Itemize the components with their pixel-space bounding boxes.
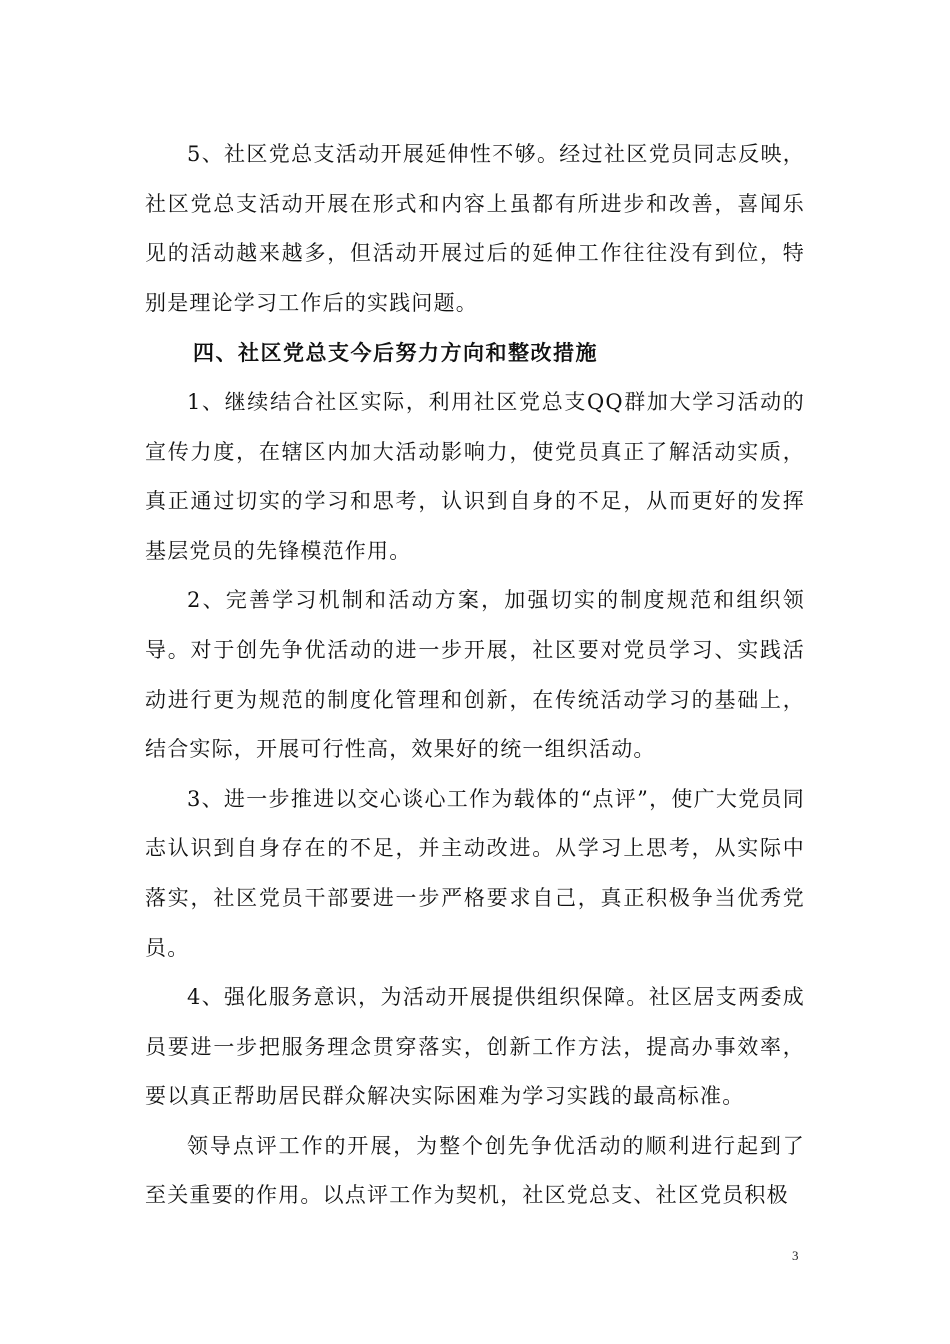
paragraph-conclusion: 领导点评工作的开展，为整个创先争优活动的顺利进行起到了至关重要的作用。以点评工作为契机，社区党总支、社区党员积极: [145, 1133, 805, 1208]
paragraph-measure-3: 3、进一步推进以交心谈心工作为载体的“点评”，使广大党员同志认识到自身存在的不足，并主动改进。从学习上思考，从实际中落实，社区党员干部要进一步严格要求自己，真正积极争当优秀党员。: [145, 786, 805, 960]
paragraph-measure-1: 1、继续结合社区实际，利用社区党总支QQ群加大学习活动的宣传力度，在辖区内加大活动影响力，使党员真正了解活动实质，真正通过切实的学习和思考，认识到自身的不足，从而更好的发挥基层党员的先锋模范作用。: [145, 389, 805, 563]
section-heading: 四、社区党总支今后努力方向和整改措施: [193, 340, 598, 366]
paragraph-item-5-issue: 5、社区党总支活动开展延伸性不够。经过社区党员同志反映，社区党总支活动开展在形式和内容上虽都有所进步和改善，喜闻乐见的活动越来越多，但活动开展过后的延伸工作往往没有到位，特别是理论学习工作后的实践问题。: [145, 142, 805, 315]
page-number: 3: [792, 1248, 799, 1263]
paragraph-measure-2: 2、完善学习机制和活动方案，加强切实的制度规范和组织领导。对于创先争优活动的进一步开展，社区要对党员学习、实践活动进行更为规范的制度化管理和创新，在传统活动学习的基础上，结合实际，开展可行性高，效果好的统一组织活动。: [145, 588, 805, 762]
paragraph-measure-4: 4、强化服务意识，为活动开展提供组织保障。社区居支两委成员要进一步把服务理念贯穿落实，创新工作方法，提高办事效率，要以真正帮助居民群众解决实际困难为学习实践的最高标准。: [145, 985, 805, 1109]
document-body: [145, 130, 805, 1221]
